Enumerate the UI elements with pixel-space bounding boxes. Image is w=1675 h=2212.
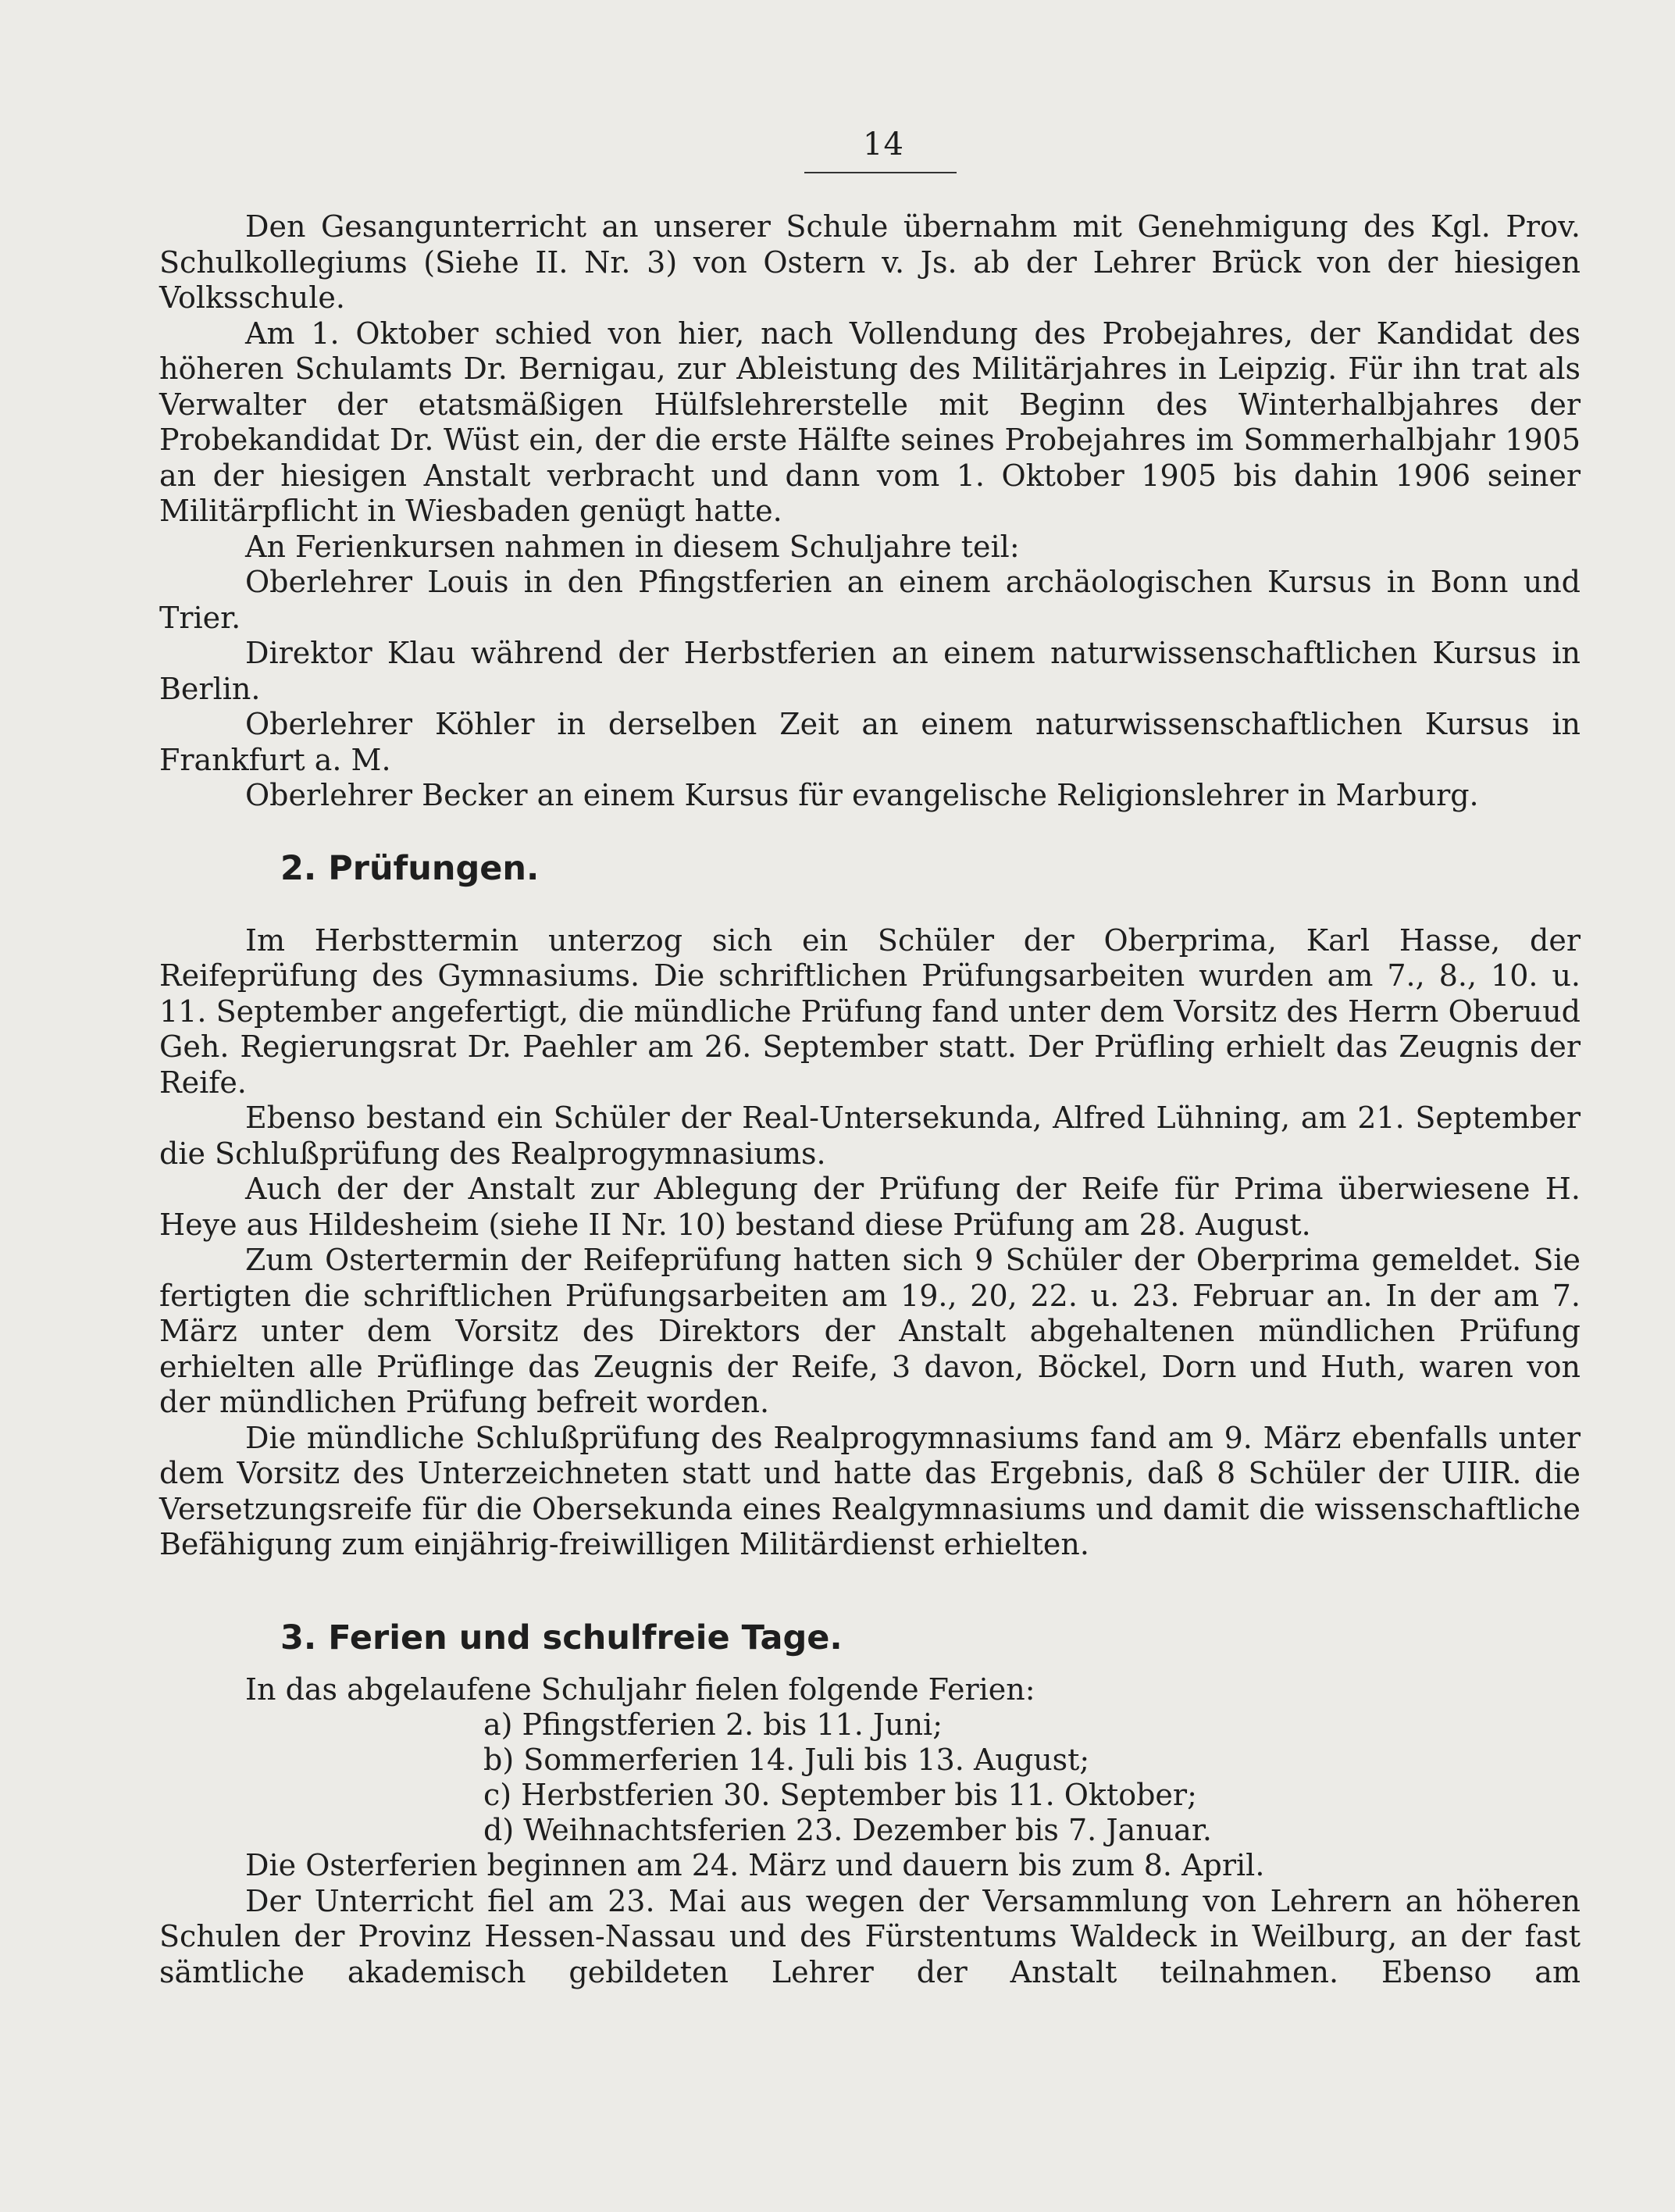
paragraph: Der Unterricht fiel am 23. Mai aus wegen der Versammlung von Lehrern an höheren Schulen der Provinz Hessen-Nassau und des Fürstentums Waldeck in Weilburg, an der fast sämtliche akademisch gebildeten Lehrer der Anstalt teilnahmen. Ebenso am bbox=[159, 1883, 1581, 1989]
paragraph: Die mündliche Schlußprüfung des Realprogymnasiums fand am 9. März ebenfalls unter dem Vorsitz des Unterzeichneten statt und hatte das Ergebnis, daß 8 Schüler der UIIR. die Versetzungsreife für die Obersekunda eines Realgymnasiums und damit die wissenschaftliche Befähigung zum einjährig-freiwilligen Militärdienst erhielten. bbox=[159, 1420, 1581, 1561]
section-heading-ferien: 3. Ferien und schulfreie Tage. bbox=[280, 1618, 843, 1657]
paragraph: Oberlehrer Köhler in derselben Zeit an einem naturwissenschaftlichen Kursus in Frankfurt a. M. bbox=[159, 707, 1581, 777]
page-number: 14 bbox=[863, 127, 904, 162]
paragraph: Oberlehrer Becker an einem Kursus für evangelische Religionslehrer in Marburg. bbox=[245, 778, 1479, 812]
ferien-list-item: a) Pfingstferien 2. bis 11. Juni; bbox=[483, 1707, 943, 1742]
paragraph: Direktor Klau während der Herbstferien an einem naturwissenschaftlichen Kursus in Berlin. bbox=[159, 636, 1581, 706]
paragraph: Ebenso bestand ein Schüler der Real-Untersekunda, Alfred Lühning, am 21. September die Schlußprüfung des Realprogymnasiums. bbox=[159, 1101, 1581, 1171]
paragraph: Im Herbsttermin unterzog sich ein Schüler der Oberprima, Karl Hasse, der Reifeprüfung des Gymnasiums. Die schriftlichen Prüfungsarbeiten wurden am 7., 8., 10. u. 11. September angefertigt, die mündliche Prüfung fand unter dem Vorsitz des Herrn Oberuud Geh. Regierungsrat Dr. Paehler am 26. September statt. Der Prüfling erhielt das Zeugnis der Reife. bbox=[159, 922, 1581, 1100]
page-number-rule bbox=[804, 172, 957, 173]
ferien-list-item: d) Weihnachtsferien 23. Dezember bis 7. Januar. bbox=[483, 1813, 1212, 1847]
paragraph: An Ferienkursen nahmen in diesem Schuljahre teil: bbox=[245, 529, 1020, 564]
paragraph: Oberlehrer Louis in den Pfingstferien an einem archäologischen Kursus in Bonn und Trier. bbox=[159, 565, 1581, 635]
paragraph: Die Osterferien beginnen am 24. März und dauern bis zum 8. April. bbox=[245, 1848, 1265, 1882]
paragraph: Am 1. Oktober schied von hier, nach Vollendung des Probejahres, der Kandidat des höheren Schulamts Dr. Bernigau, zur Ableistung des Militärjahres in Leipzig. Für ihn trat als Verwalter der etatsmäßigen Hülfslehrerstelle mit Beginn des Winterhalbjahres der Probekandidat Dr. Wüst ein, der die erste Hälfte seines Probejahres im Sommerhalbjahr 1905 an der hiesigen Anstalt verbracht und dann vom 1. Oktober 1905 bis dahin 1906 seiner Militärpflicht in Wiesbaden genügt hatte. bbox=[159, 316, 1581, 528]
paragraph: Auch der der Anstalt zur Ablegung der Prüfung der Reife für Prima überwiesene H. Heye aus Hildesheim (siehe II Nr. 10) bestand diese Prüfung am 28. August. bbox=[159, 1172, 1581, 1242]
paragraph-block-staff bbox=[159, 209, 1581, 814]
paragraph-block-pruefungen bbox=[159, 923, 1581, 1563]
paragraph: Zum Ostertermin der Reifeprüfung hatten sich 9 Schüler der Oberprima gemeldet. Sie fertigten die schriftlichen Prüfungsarbeiten am 19., 20, 22. u. 23. Februar an. In der am 7. März unter dem Vorsitz des Direktors der Anstalt abgehaltenen mündlichen Prüfung erhielten alle Prüflinge das Zeugnis der Reife, 3 davon, Böckel, Dorn und Huth, waren von der mündlichen Prüfung befreit worden. bbox=[159, 1243, 1581, 1419]
page-content bbox=[159, 209, 1581, 1990]
paragraph-block-unterricht bbox=[159, 1848, 1581, 1990]
ferien-list-item: c) Herbstferien 30. September bis 11. Oktober; bbox=[483, 1778, 1197, 1812]
ferien-list bbox=[159, 1707, 1581, 1848]
ferien-list-item: b) Sommerferien 14. Juli bis 13. August; bbox=[483, 1743, 1090, 1777]
section-heading-pruefungen: 2. Prüfungen. bbox=[280, 848, 540, 888]
paragraph: Den Gesangunterricht an unserer Schule übernahm mit Genehmigung des Kgl. Prov. Schulkollegiums (Siehe II. Nr. 3) von Ostern v. Js. ab der Lehrer Brück von der hiesigen Volksschule. bbox=[159, 209, 1581, 315]
ferien-intro: In das abgelaufene Schuljahr fielen folgende Ferien: bbox=[245, 1671, 1035, 1707]
